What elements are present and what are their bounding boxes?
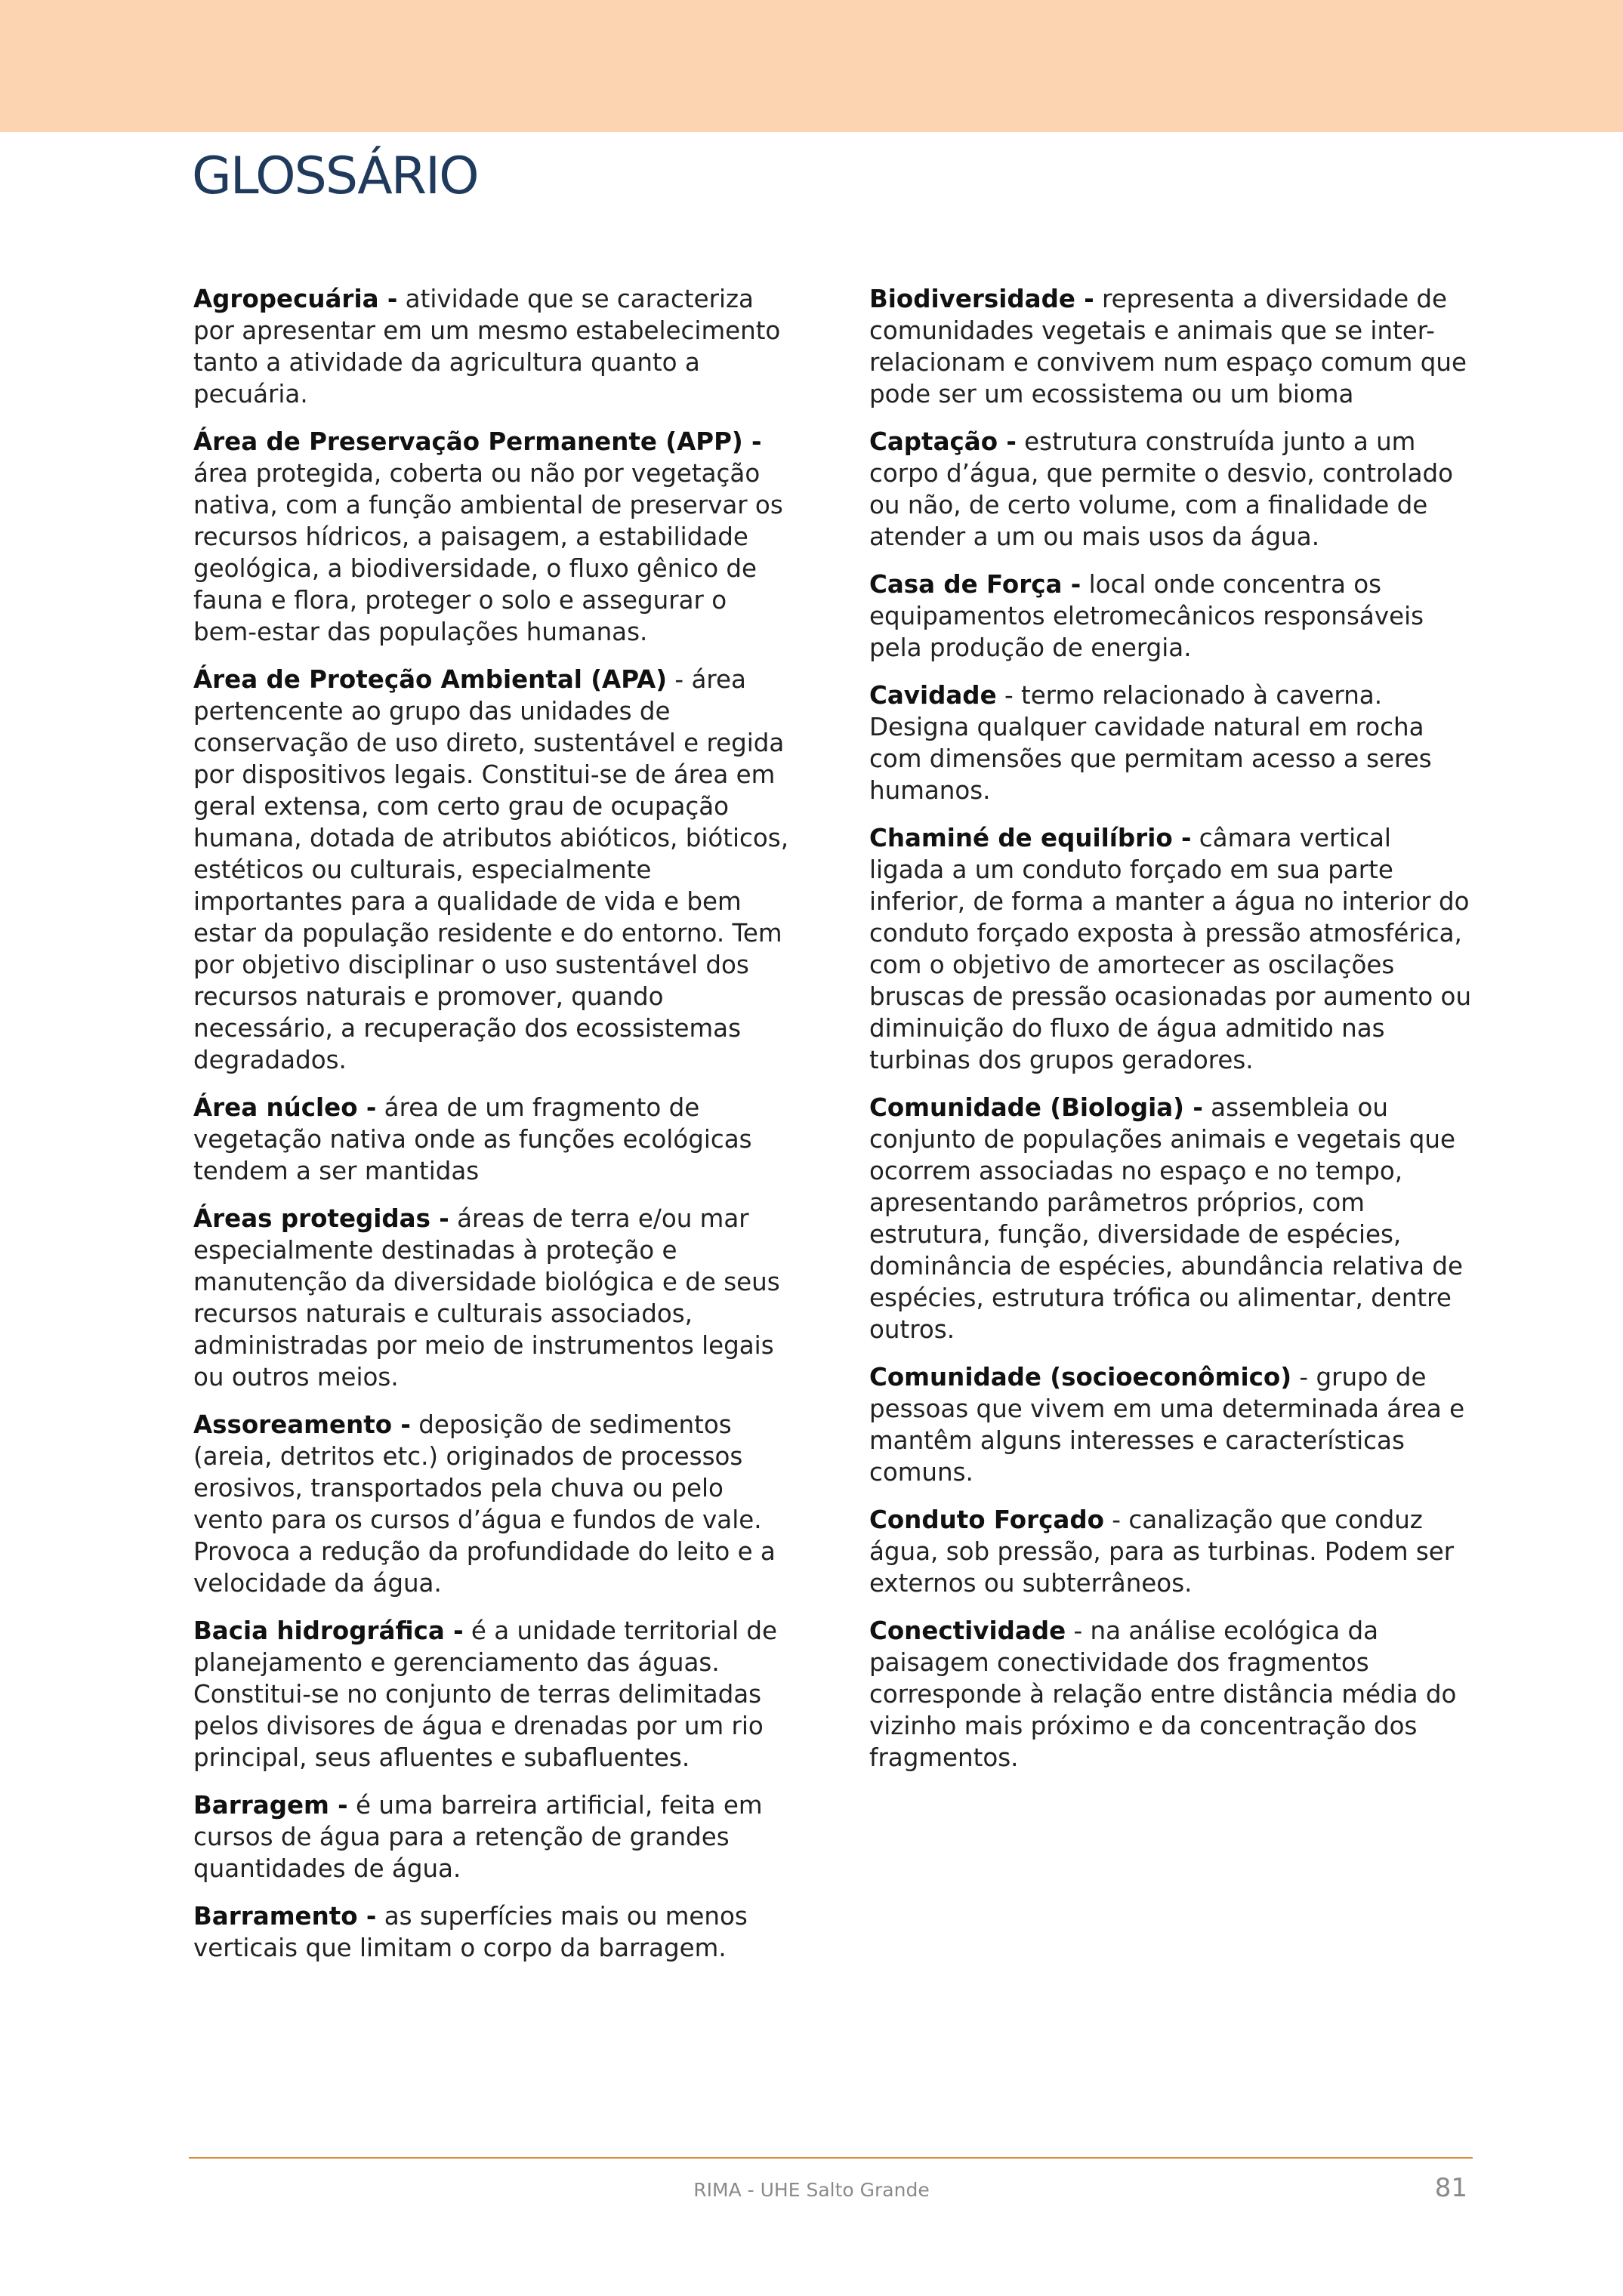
glossary-definition: - na análise ecológica da paisagem conectividade dos fragmentos corresponde à relação entre distância média do vizinho mais próximo e da concentração dos fragmentos. [869,1616,1457,1772]
page-number: 81 [1434,2173,1467,2203]
glossary-definition: área de um fragmento de vegetação nativa onde as funções ecológicas tendem a ser mantidas [193,1093,752,1185]
glossary-definition: - grupo de pessoas que vivem em uma determinada área e mantêm alguns interesses e características comuns. [869,1363,1465,1487]
glossary-term: Agropecuária - [193,285,398,313]
glossary-entry [193,426,798,648]
glossary-term: Áreas protegidas - [193,1204,449,1233]
glossary-definition: representa a diversidade de comunidades vegetais e animais que se inter-relacionam e convivem num espaço comum que pode ser um ecossistema ou um bioma [869,285,1467,408]
glossary-definition: as superfícies mais ou menos verticais que limitam o corpo da barragem. [193,1902,748,1962]
glossary-term: Barragem - [193,1791,348,1820]
glossary-definition: câmara vertical ligada a um conduto forçado em sua parte inferior, de forma a manter a água no interior do conduto forçado exposta à pressão atmosférica, com o objetivo de amortecer as oscilações bruscas de pressão ocasionadas por aumento ou diminuição do fluxo de água admitido nas turbinas dos grupos geradores. [869,824,1472,1074]
header-band [0,0,1623,132]
glossary-column-left [193,283,798,1980]
glossary-term: Área de Proteção Ambiental (APA) [193,665,668,694]
glossary-term: Área núcleo - [193,1093,377,1122]
glossary-definition: assembleia ou conjunto de populações animais e vegetais que ocorrem associadas no espaço e no tempo, apresentando parâmetros próprios, com estrutura, função, diversidade de espécies, dominância de espécies, abundância relativa de espécies, estrutura trófica ou alimentar, dentre outros. [869,1093,1463,1344]
glossary-entry [193,1615,798,1774]
glossary-definition: estrutura construída junto a um corpo d’água, que permite o desvio, controlado ou não, de certo volume, com a finalidade de atender a um ou mais usos da água. [869,427,1454,551]
glossary-column-right [869,283,1473,1789]
glossary-entry [193,1092,798,1187]
glossary-entry [193,1203,798,1393]
glossary-definition: local onde concentra os equipamentos eletromecânicos responsáveis pela produção de energia. [869,570,1424,662]
glossary-entry [193,283,798,410]
glossary-entry [869,426,1473,553]
glossary-entry [869,822,1473,1076]
glossary-term: Comunidade (Biologia) - [869,1093,1203,1122]
glossary-entry [869,680,1473,806]
glossary-definition: deposição de sedimentos (areia, detritos etc.) originados de processos erosivos, transportados pela chuva ou pelo vento para os cursos d’água e fundos de vale. Provoca a redução da profundidade do leito e a velocidade da água. [193,1410,776,1598]
glossary-definition: é a unidade territorial de planejamento e gerenciamento das águas. Constitui-se no conjunto de terras delimitadas pelos divisores de água e drenadas por um rio principal, seus afluentes e subafluentes. [193,1616,778,1772]
footer-document-title: RIMA - UHE Salto Grande [693,2179,930,2201]
footer-divider [189,2157,1473,2159]
glossary-entry [869,1504,1473,1599]
glossary-definition: áreas de terra e/ou mar especialmente destinadas à proteção e manutenção da diversidade biológica e de seus recursos naturais e culturais associados, administradas por meio de instrumentos legais ou outros meios. [193,1204,780,1391]
glossary-term: Captação - [869,427,1017,456]
page-title: GLOSSÁRIO [192,146,478,206]
glossary-definition: é uma barreira artificial, feita em cursos de água para a retenção de grandes quantidades de água. [193,1791,763,1883]
glossary-entry [193,1789,798,1885]
glossary-entry [869,1092,1473,1345]
glossary-term: Assoreamento - [193,1410,411,1439]
glossary-definition: área protegida, coberta ou não por vegetação nativa, com a função ambiental de preservar os recursos hídricos, a paisagem, a estabilidade geológica, a biodiversidade, o fluxo gênico de fauna e flora, proteger o solo e assegurar o bem-estar das populações humanas. [193,459,783,646]
glossary-term: Cavidade [869,681,997,710]
glossary-entry [193,664,798,1076]
glossary-entry [193,1409,798,1599]
glossary-term: Casa de Força - [869,570,1081,599]
glossary-definition: atividade que se caracteriza por apresentar em um mesmo estabelecimento tanto a atividade da agricultura quanto a pecuária. [193,285,781,408]
glossary-term: Bacia hidrográfica - [193,1616,464,1645]
glossary-entry [193,1900,798,1964]
glossary-term: Chaminé de equilíbrio - [869,824,1192,852]
glossary-definition: - área pertencente ao grupo das unidades de conservação de uso direto, sustentável e regida por dispositivos legais. Constitui-se de área em geral extensa, com certo grau de ocupação humana, dotada de atributos abióticos, bióticos, estéticos ou culturais, especialmente importantes para a qualidade de vida e bem estar da população residente e do entorno. Tem por objetivo disciplinar o uso sustentável dos recursos naturais e promover, quando necessário, a recuperação dos ecossistemas degradados. [193,665,789,1074]
glossary-term: Área de Preservação Permanente (APP) - [193,427,762,456]
glossary-term: Comunidade (socioeconômico) [869,1363,1292,1391]
glossary-term: Barramento - [193,1902,377,1931]
glossary-definition: - termo relacionado à caverna. Designa qualquer cavidade natural em rocha com dimensões que permitam acesso a seres humanos. [869,681,1432,805]
glossary-entry [869,1361,1473,1488]
glossary-definition: - canalização que conduz água, sob pressão, para as turbinas. Podem ser externos ou subterrâneos. [869,1505,1455,1598]
glossary-term: Conectividade [869,1616,1066,1645]
glossary-entry [869,569,1473,664]
glossary-entry [869,283,1473,410]
glossary-term: Biodiversidade - [869,285,1094,313]
glossary-entry [869,1615,1473,1774]
glossary-term: Conduto Forçado [869,1505,1104,1534]
